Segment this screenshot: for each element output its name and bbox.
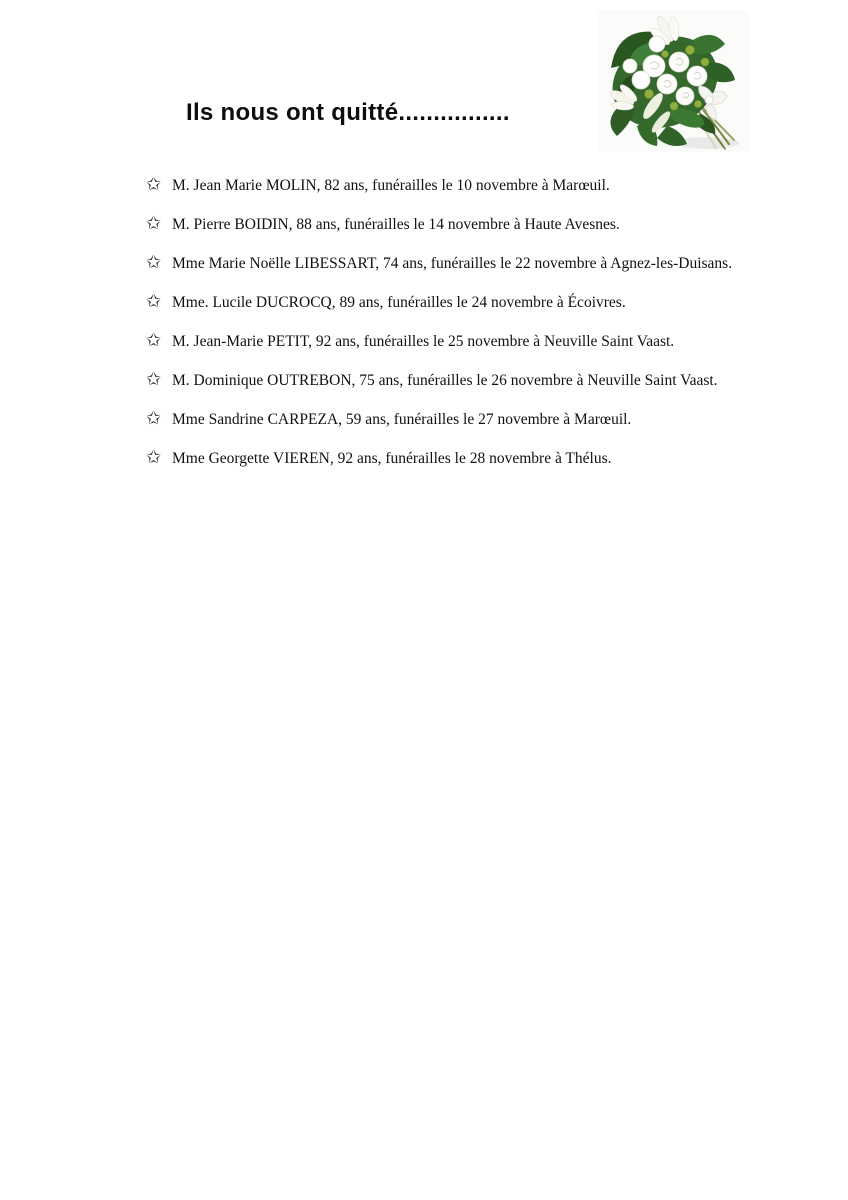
memorial-list [146, 176, 786, 488]
star-bullet-icon: ✩ [146, 330, 162, 350]
star-bullet-icon: ✩ [146, 408, 162, 428]
list-item [146, 254, 786, 293]
list-item-text: Mme. Lucile DUCROCQ, 89 ans, funérailles le 24 novembre à Écoivres. [172, 294, 626, 311]
list-item-text: M. Dominique OUTREBON, 75 ans, funérailles le 26 novembre à Neuville Saint Vaast. [172, 372, 718, 389]
list-item-text: M. Jean-Marie PETIT, 92 ans, funérailles le 25 novembre à Neuville Saint Vaast. [172, 333, 675, 350]
list-item [146, 371, 786, 410]
star-bullet-icon: ✩ [146, 447, 162, 467]
star-bullet-icon: ✩ [146, 213, 162, 233]
list-item [146, 332, 786, 371]
bouquet-icon [597, 10, 749, 152]
star-bullet-icon: ✩ [146, 174, 162, 194]
list-item [146, 293, 786, 332]
list-item [146, 410, 786, 449]
list-item-text: Mme Georgette VIEREN, 92 ans, funérailles le 28 novembre à Thélus. [172, 450, 612, 467]
list-item [146, 215, 786, 254]
funeral-bouquet-image [597, 10, 749, 152]
star-bullet-icon: ✩ [146, 291, 162, 311]
list-item [146, 449, 786, 488]
list-item-text: M. Jean Marie MOLIN, 82 ans, funérailles le 10 novembre à Marœuil. [172, 177, 610, 194]
star-bullet-icon: ✩ [146, 252, 162, 272]
star-bullet-icon: ✩ [146, 369, 162, 389]
list-item [146, 176, 786, 215]
list-item-text: M. Pierre BOIDIN, 88 ans, funérailles le 14 novembre à Haute Avesnes. [172, 216, 620, 233]
page-title: Ils nous ont quitté................ [186, 99, 510, 126]
list-item-text: Mme Marie Noëlle LIBESSART, 74 ans, funérailles le 22 novembre à Agnez-les-Duisans. [172, 255, 733, 272]
list-item-text: Mme Sandrine CARPEZA, 59 ans, funérailles le 27 novembre à Marœuil. [172, 411, 632, 428]
